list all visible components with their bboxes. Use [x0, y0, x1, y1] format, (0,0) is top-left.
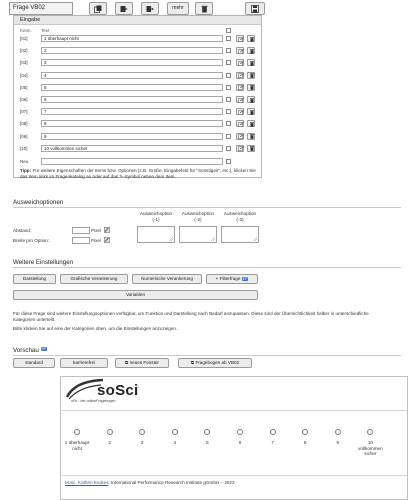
new-window-label: neues Fenster [129, 360, 159, 365]
ausweichoptionen-title: Ausweichoptionen [13, 199, 64, 206]
radio-button[interactable] [139, 429, 145, 435]
settings-hint-text: Bitte klicken Sie auf eine der Kategorien oben, um die Einstellungen anzuzeigen. [13, 326, 178, 331]
item-text-input[interactable]: 8 [41, 120, 223, 127]
item-text-input[interactable]: 3 [41, 59, 223, 66]
item-checkbox[interactable] [226, 109, 231, 114]
item-checkbox[interactable] [226, 121, 231, 126]
move-button[interactable] [141, 2, 159, 15]
scale-option[interactable] [355, 429, 385, 457]
trash-icon [249, 37, 255, 42]
ao-code: (-1) [152, 217, 160, 222]
item-delete-button[interactable] [247, 47, 255, 54]
variablen-button[interactable]: Variablen [13, 290, 258, 300]
ausweichoption-textarea[interactable] [221, 226, 259, 243]
column-header-text: Text [41, 28, 50, 33]
item-delete-button[interactable] [247, 133, 255, 140]
trash-icon [249, 146, 255, 151]
abstand-input[interactable] [72, 227, 90, 234]
item-delete-button[interactable] [247, 96, 255, 103]
item-code: [08] [20, 121, 28, 127]
logo-text: soSci [97, 382, 139, 399]
numerische-verankerung-button[interactable]: Numerische Verankerung [132, 274, 202, 284]
scale-label: 8 [303, 440, 307, 445]
sosci-logo [65, 377, 145, 409]
edit-icon [238, 61, 244, 66]
radio-button[interactable] [302, 429, 308, 435]
preview-fragebogen-button[interactable] [178, 358, 252, 368]
ao-title: Ausweichoption [223, 211, 257, 216]
item-code: [01] [20, 36, 28, 41]
scale-label: 1 überhaupt nicht [64, 440, 90, 451]
duplicate-button[interactable] [89, 2, 107, 15]
scale-label: 6 [238, 440, 242, 445]
move-icon [146, 5, 154, 13]
external-window-icon-2: ⧉ [190, 360, 196, 365]
item-edit-button[interactable] [236, 35, 244, 42]
item-delete-button[interactable] [247, 120, 255, 127]
item-code: [06] [20, 97, 28, 102]
trash-icon [249, 122, 255, 127]
item-edit-button[interactable] [236, 72, 244, 79]
filter-icon: ⑂ [215, 276, 219, 281]
item-edit-button[interactable] [236, 108, 244, 115]
new-item-input[interactable] [41, 158, 223, 165]
item-edit-button[interactable] [236, 84, 244, 91]
trash-icon [249, 98, 255, 103]
item-checkbox[interactable] [226, 146, 231, 151]
abstand-label: Abstand: [13, 228, 32, 233]
scale-label: 9 [336, 440, 340, 445]
scale-label: 7 [271, 440, 274, 445]
footer-institute: , International Performance Research Institute gGmbH – 2023 [108, 480, 235, 485]
scale-label: 10 vollkommen sicher [358, 440, 383, 456]
item-row [20, 133, 260, 141]
item-text-input[interactable]: 10 vollkommen sicher [41, 145, 223, 152]
item-row [20, 120, 260, 128]
ep-badge: EP [242, 277, 248, 281]
preview-frame [60, 376, 408, 500]
pixel-calc-icon-2[interactable] [104, 237, 110, 243]
pixel-calc-icon[interactable] [104, 227, 110, 233]
footer-divider [61, 475, 407, 476]
item-edit-button[interactable] [236, 96, 244, 103]
item-delete-button[interactable] [247, 72, 255, 79]
external-window-icon: ⧉ [125, 360, 130, 365]
vorschau-title [13, 347, 47, 354]
filterfrage-label: Filterfrage [219, 276, 241, 281]
logo-tagline: oFb - der onlineFragebogen [71, 399, 116, 403]
trash-icon [249, 61, 255, 66]
abstand-unit: Pixel [91, 228, 101, 233]
edit-icon [238, 110, 244, 115]
item-edit-button[interactable] [236, 120, 244, 127]
ausweichoption-header [136, 211, 176, 223]
item-edit-button[interactable] [236, 133, 244, 140]
item-row [20, 145, 260, 153]
section-divider-3 [13, 355, 401, 356]
new-item-label: Neu [20, 159, 29, 164]
ausweichoption-textarea[interactable] [137, 226, 175, 243]
item-delete-button[interactable] [247, 59, 255, 66]
eingabe-header: Eingabe [14, 16, 261, 25]
item-checkbox[interactable] [226, 73, 231, 78]
copy-to-button[interactable] [115, 2, 133, 15]
item-delete-button[interactable] [247, 84, 255, 91]
tip-text [20, 168, 256, 180]
resize-handle-icon [211, 237, 215, 241]
ao-title: Ausweichoption [139, 211, 173, 216]
preview-new-window-button[interactable] [115, 358, 169, 368]
item-text-input[interactable]: 2 [41, 47, 223, 54]
edit-icon [238, 49, 244, 54]
mehr-button[interactable]: mehr [167, 2, 189, 15]
item-row [20, 108, 260, 116]
item-code: [09] [20, 133, 28, 139]
breite-unit: Pixel [91, 238, 101, 243]
ao-code: (-2) [194, 217, 202, 222]
item-edit-button[interactable] [236, 145, 244, 152]
weitere-einstellungen-title: Weitere Einstellungen [13, 259, 74, 266]
item-delete-button[interactable] [247, 35, 255, 42]
radio-button[interactable] [335, 429, 341, 435]
vorschau-label: Vorschau [13, 347, 39, 354]
author-link[interactable]: M.Sc. Kathrin Endres [65, 480, 109, 485]
preview-footer [65, 480, 235, 485]
copy-icon [94, 5, 102, 13]
item-checkbox[interactable] [226, 48, 231, 53]
tip-body: Für weitere Eigenschaften der Items bzw. Optionen (z.B. Größe, Eingabefeld für "Sonstiges", etc.), klicken Sie das Item links im Fragenkatalog an oder auf das ✎-Symbol neben dem Item. [20, 168, 256, 179]
edit-icon [238, 122, 244, 127]
scale-label: 2 [108, 440, 111, 445]
grafische-verankerung-button[interactable]: Grafische Verankerung [60, 274, 128, 284]
preview-standard-button[interactable]: standard [13, 358, 55, 368]
scale-option[interactable] [258, 429, 288, 446]
trash-icon [249, 49, 255, 54]
select-all-checkbox[interactable] [226, 28, 231, 33]
ao-title: Ausweichoption [181, 211, 215, 216]
save-button[interactable] [245, 2, 265, 15]
delete-button[interactable] [195, 2, 213, 15]
floppy-disk-icon [251, 5, 259, 13]
item-code: [03] [20, 60, 28, 66]
resize-handle-icon [169, 237, 173, 241]
edit-icon [238, 134, 244, 139]
scale-option[interactable] [160, 429, 190, 446]
resize-handle-icon [253, 237, 257, 241]
scale-label: 5 [206, 440, 209, 445]
item-text-input[interactable]: 6 [41, 96, 223, 103]
item-checkbox[interactable] [226, 60, 231, 65]
item-code: [02] [20, 48, 28, 54]
item-code: [04] [20, 72, 28, 78]
item-checkbox[interactable] [226, 36, 231, 41]
scale-option[interactable] [95, 429, 125, 446]
ausweichoption-header [220, 211, 260, 223]
new-item-checkbox[interactable] [226, 159, 231, 164]
item-edit-button[interactable] [236, 59, 244, 66]
ao-code: (-3) [236, 217, 244, 222]
item-edit-button[interactable] [236, 47, 244, 54]
item-checkbox[interactable] [226, 85, 231, 90]
item-delete-button[interactable] [247, 108, 255, 115]
scale-option[interactable] [323, 429, 353, 446]
new-item-row [20, 158, 260, 166]
darstellung-button[interactable]: Darstellung [13, 274, 56, 284]
copy-arrow-icon [120, 5, 128, 13]
radio-button[interactable] [367, 429, 373, 435]
edit-icon [238, 73, 244, 78]
section-divider [13, 207, 401, 208]
item-row [20, 72, 260, 80]
settings-info-text: Für diese Frage sind weitere Einstellungsoptionen verfügbar, um Funktion und Darstellung nach Bedarf anzupassen. Diese sind der Übersichtlichkeit halber in unterschiedliche Kategorien unterteilt. [13, 311, 369, 323]
edit-icon [238, 98, 244, 103]
edit-icon [238, 37, 244, 42]
radio-button[interactable] [237, 429, 243, 435]
scale-option[interactable] [127, 429, 157, 446]
ausweichoption-header [178, 211, 218, 223]
filterfrage-button[interactable] [206, 274, 258, 284]
top-toolbar [9, 2, 265, 16]
scale-label: 3 [140, 440, 144, 445]
trash-icon [249, 110, 255, 115]
item-code: [10] [20, 145, 28, 151]
item-checkbox[interactable] [226, 97, 231, 102]
trash-icon [249, 73, 255, 78]
item-row [20, 59, 260, 67]
item-row [20, 47, 260, 55]
item-text-input[interactable]: 5 [41, 84, 223, 91]
breite-input[interactable] [72, 237, 90, 244]
eingabe-panel [13, 15, 262, 178]
scale-label: 4 [173, 440, 177, 445]
radio-button[interactable] [172, 429, 178, 435]
item-delete-button[interactable] [247, 145, 255, 152]
item-text-input[interactable]: 4 [41, 72, 223, 79]
vorschau-ep-badge: EP [41, 347, 47, 351]
edit-icon [238, 146, 244, 151]
column-header-kenn: Kenn. [20, 28, 32, 33]
scale-option[interactable] [62, 429, 92, 451]
item-code: [05] [20, 84, 28, 90]
item-row [20, 84, 260, 92]
item-code: [07] [20, 109, 28, 115]
item-row [20, 35, 260, 43]
radio-button[interactable] [74, 429, 80, 435]
edit-icon [238, 85, 244, 90]
ausweichoption-textarea[interactable] [179, 226, 217, 243]
item-text-input[interactable]: 9 [41, 133, 223, 140]
scale-option[interactable] [225, 429, 255, 446]
item-text-input[interactable]: 7 [41, 108, 223, 115]
question-title-field[interactable]: Frage VB02 [9, 2, 73, 15]
breite-label: Breite pro Option: [13, 238, 50, 243]
preview-barrierefrei-button[interactable]: barrierefrei [60, 358, 108, 368]
trash-icon [249, 85, 255, 90]
scale-option[interactable] [192, 429, 222, 446]
tip-label: Tipp: [20, 168, 32, 173]
trash-icon [249, 134, 255, 139]
radio-button[interactable] [270, 429, 276, 435]
radio-button[interactable] [204, 429, 210, 435]
item-checkbox[interactable] [226, 134, 231, 139]
fragebogen-label: Fragebogen ab VB02 [195, 360, 240, 365]
scale-option[interactable] [290, 429, 320, 446]
item-row [20, 96, 260, 104]
section-divider-2 [13, 267, 401, 268]
header-divider [61, 410, 407, 411]
trash-icon [201, 5, 208, 13]
radio-button[interactable] [107, 429, 113, 435]
item-text-input[interactable]: 1 überhaupt nicht [41, 35, 223, 42]
